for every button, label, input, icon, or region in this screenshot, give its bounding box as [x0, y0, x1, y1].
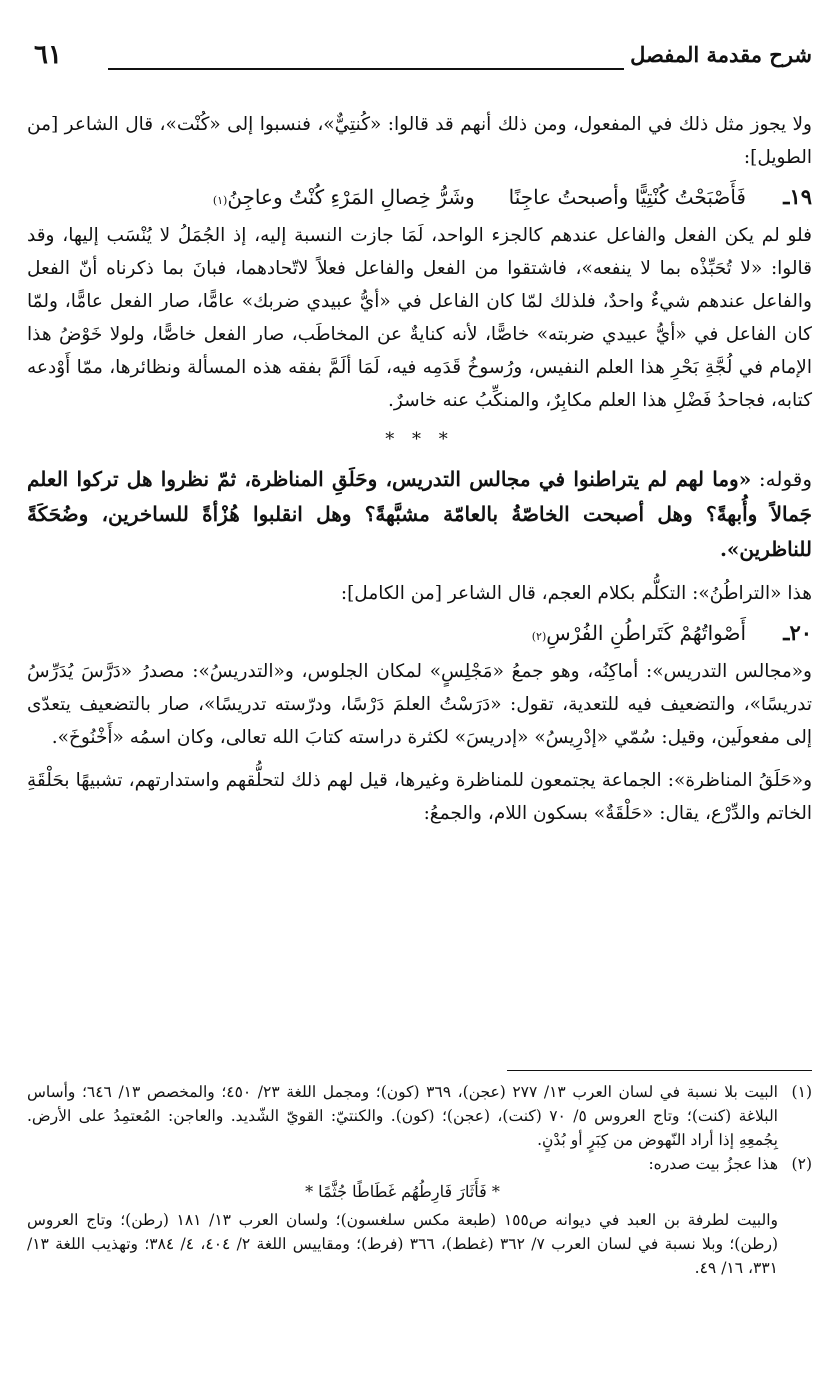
running-header	[30, 42, 812, 82]
verse-19-hemistich-left: وشَرُّ خِصالِ المَرْءِ كُنْتُ وعاجِنُ	[227, 185, 475, 209]
quote-lead: وقوله:	[751, 467, 813, 491]
footnote-number: (٢)	[791, 1155, 812, 1173]
verse-20	[27, 616, 812, 653]
footnote-2	[27, 1152, 812, 1280]
header-rule	[108, 68, 624, 70]
paragraph-5: و«حَلَقُ المناظرة»: الجماعة يجتمعون للمناظرة وغيرها، قيل لهم ذلك لتحلُّقهم واستدارتهم، تشبيهًا بحَلْقَةِ الخاتم والدِّرْع، يقال: «حَلْقَةٌ» بسكون اللام، والجمعُ:	[27, 770, 812, 824]
verse-number-20: ٢٠ـ	[783, 620, 812, 645]
footnote-ref-1: (١)	[212, 194, 228, 207]
verse-20-text: أَصْواتُهُمْ كَتَراطُنِ الفُرْسِ	[546, 621, 746, 645]
footnotes	[27, 1080, 812, 1280]
paragraph-1: ولا يجوز مثل ذلك في المفعول، ومن ذلك أنهم قد قالوا: «كُنتِيٌّ»، فنسبوا إلى «كُنْت»، قال الشاعر [من الطويل]:	[27, 114, 812, 168]
footnote-rule	[507, 1070, 812, 1071]
footnote-1	[27, 1080, 812, 1152]
page-number: ٦١	[34, 40, 62, 70]
paragraph-3: هذا «التراطُنُ»: التكلُّم بكلام العجم، قال الشاعر [من الكامل]:	[340, 583, 812, 604]
section-separator: * * *	[385, 429, 454, 450]
header-title: شرح مقدمة المفصل	[630, 42, 812, 67]
footnote-number: (١)	[791, 1083, 812, 1101]
quoted-passage	[27, 462, 812, 567]
verse-19	[27, 180, 812, 217]
verse-19-hemistich-right: فَأَصْبَحْتُ كُنْتِيًّا وأصبحتُ عاجِنًا	[508, 185, 746, 209]
verse-number-19: ١٩ـ	[783, 184, 812, 209]
footnote-verse: * فَأَثَارَ فَارِطُهُم غَطَاطًا جُثَّمًا *	[305, 1182, 500, 1201]
main-text	[27, 108, 812, 830]
quote-text: «وما لهم لم يتراطنوا في مجالس التدريس، وحَلَقِ المناظرة، ثمّ نظروا هل تركوا العلم جَمالاً وأُبهةً؟ وهل أصبحت الخاصّةُ بالعامّة مشبَّهةً؟ وهل انقلبوا هُزْأةً للساخرين، وضُحَكَةً للناظرين».	[27, 467, 812, 561]
footnote-text: هذا عجزُ بيت صدره:	[648, 1155, 778, 1173]
paragraph-4: و«مجالس التدريس»: أماكِنُه، وهو جمعُ «مَجْلِسٍ» لمكان الجلوس، و«التدريسُ»: مصدرُ «دَرَّسَ يُدَرِّسُ تدريسًا»، والتضعيف فيه للتعدية، تقول: «دَرَسْتُ العلمَ دَرْسًا، ودرّسته تدريسًا»، صار بالتضعيف يتعدّى إلى مفعولَين، وقيل: سُمّي «إدْرِيسُ» «إدريسَ» لكثرة دراسته كتابَ الله تعالى، وكان اسمُه «أَخْنُوخَ».	[27, 661, 812, 748]
footnote-text: والبيت لطرفة بن العبد في ديوانه ص١٥٥ (طبعة مكس سلغسون)؛ ولسان العرب ١٣/ ١٨١ (رطن)؛ وتاج العروس (رطن)؛ وبلا نسبة في لسان العرب ٧/ ٣٦٢ (غطط)، ٣٦٦ (فرط)؛ ومقاييس اللغة ٢/ ٤٠٤، ٤/ ٣٨٤؛ وتهذيب اللغة ١٣/ ٣٣١، ١٦/ ٤٩.	[27, 1211, 778, 1277]
footnote-text: البيت بلا نسبة في لسان العرب ١٣/ ٢٧٧ (عجن)، ٣٦٩ (كون)؛ ومجمل اللغة ٢٣/ ٤٥٠؛ والمخصص ١٣/ ٦٤٦؛ وأساس البلاغة (كنت)؛ وتاج العروس ٥/ ٧٠ (كنت)، (عجن)؛ (كون). والكنتيّ: القويّ الشّديد. والعاجن: المُعتمِدُ على الأرض. بِجُمعِهِ إذا أراد النّهوض من كِبَرٍ أو بُدْنٍ.	[27, 1083, 778, 1149]
footnote-ref-2: (٢)	[531, 630, 547, 643]
paragraph-2: فلو لم يكن الفعل والفاعل عندهم كالجزء الواحد، لَمَا جازت النسبة إليه، إذ الجُمَلُ لا يُنْسَب إليها، وقد قالوا: «لا تُحَبِّذْه بما لا ينفعه»، فاشتقوا من الفعل والفاعل فعلاً لاتّحادهما، فبانَ بما ذكرناه أنّ الفعل والفاعل عندهم شيءٌ واحدٌ، فلذلك لمّا كان الفاعل في «أيُّ عبيدي ضربك» عامًّا، صار الفعل عامًّا، ولمّا كان الفاعل في «أيُّ عبيدي ضربته» خاصًّا، لأنه كنايةٌ عن المخاطَب، صار الفعل خاصًّا، ولولا خَوْضُ هذا الإمام في لُجَّةِ بَحْرِ هذا العلم النفيس، ورُسوخُ قَدَمِه فيه، لَمَا ألَمَّ بفقه هذه المسألة ونظائرها، ممّا أَوْدعه كتابه، فجاحدُ فَضْلِ هذا العلم مكابِرٌ، والمنكِّبُ عنه خاسرٌ.	[27, 225, 812, 411]
